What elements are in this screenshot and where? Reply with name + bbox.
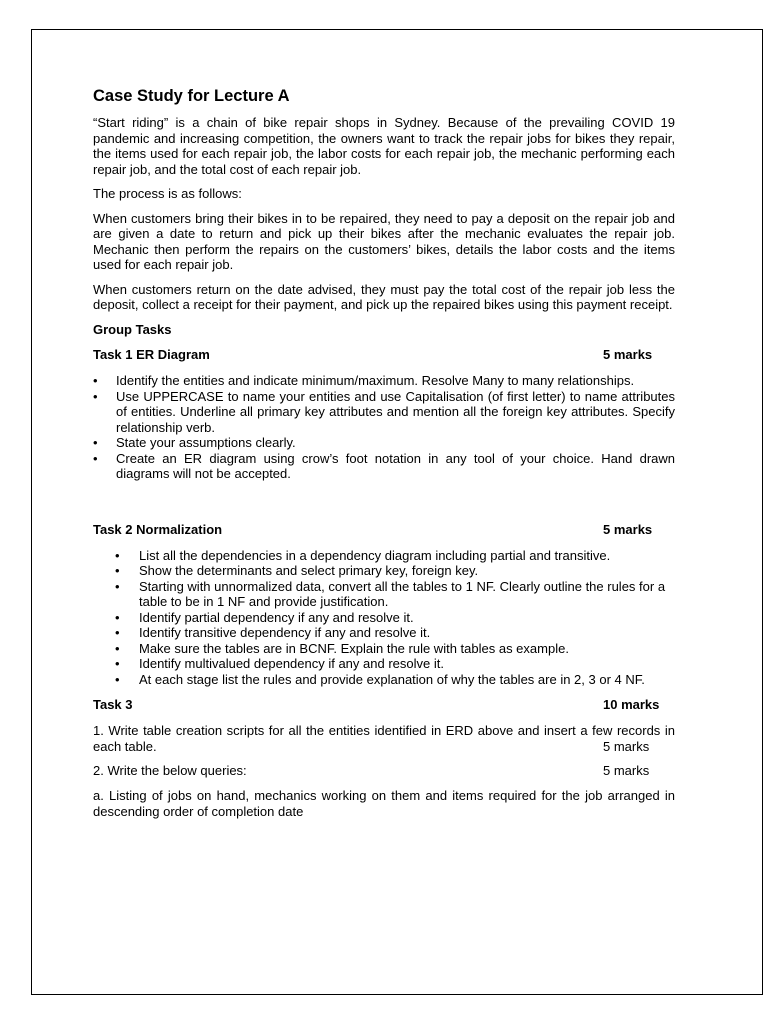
task2-item-text: List all the dependencies in a dependency diagram including partial and transitive. — [139, 547, 611, 563]
bullet-icon: • — [115, 578, 120, 594]
group-tasks-heading: Group Tasks — [93, 321, 172, 337]
task2-item-text: Identify partial dependency if any and resolve it. — [139, 609, 414, 625]
task1-item — [93, 389, 675, 436]
process-paragraph-1: When customers bring their bikes in to be repaired, they need to pay a deposit on the repair job and are given a date to return and pick up their bikes after the mechanic evaluates the repair job. Mechanic then perform the repairs on the customers’ bikes, details the labor costs and the items used for each repair job. — [93, 210, 675, 272]
task1-title: Task 1 ER Diagram — [93, 347, 210, 362]
bullet-icon: • — [93, 450, 98, 466]
task3-header — [93, 697, 675, 713]
task1-item-text: State your assumptions clearly. — [116, 435, 296, 450]
task1-item — [93, 451, 675, 482]
task2-item — [93, 656, 675, 672]
task2-item — [93, 563, 675, 579]
task2-item — [93, 672, 675, 688]
bullet-icon: • — [115, 671, 120, 687]
bullet-icon: • — [93, 373, 98, 388]
task2-item — [93, 610, 675, 626]
task3-item-1-marks: 5 marks — [603, 738, 650, 754]
bullet-icon: • — [115, 609, 120, 625]
bullet-icon: • — [115, 640, 120, 656]
task3-item-2-text: 2. Write the below queries: — [93, 763, 247, 778]
task2-item-text: Identify transitive dependency if any and resolve it. — [139, 625, 431, 640]
intro-paragraph: “Start riding” is a chain of bike repair shops in Sydney. Because of the prevailing COVID 19 pandemic and increasing competition, the owners want to track the repair jobs for bikes they repair, the items used for each repair job, the labor costs for each repair job, the mechanic performing each repair job, and the total cost of each repair job. — [93, 115, 675, 177]
task2-item — [93, 579, 675, 610]
task2-header — [93, 522, 675, 538]
bullet-icon: • — [93, 388, 98, 404]
task2-item-text: Identify multivalued dependency if any and resolve it. — [139, 656, 444, 671]
process-heading: The process is as follows: — [93, 186, 242, 201]
document-title: Case Study for Lecture A — [93, 87, 290, 105]
task1-item-text: Create an ER diagram using crow’s foot notation in any tool of your choice. Hand drawn diagrams will not be accepted. — [116, 450, 675, 481]
bullet-icon: • — [115, 625, 120, 640]
task2-marks: 5 marks — [603, 521, 653, 537]
task1-header — [93, 347, 675, 363]
task2-item-text: Show the determinants and select primary key, foreign key. — [139, 563, 479, 578]
task2-item-text: Starting with unnormalized data, convert all the tables to 1 NF. Clearly outline the rules for a table to be in 1 NF and provide justification. — [139, 578, 666, 609]
bullet-icon: • — [115, 563, 120, 578]
task3-item-1-text: 1. Write table creation scripts for all the entities identified in ERD above and insert a few records in each table. — [93, 723, 675, 754]
bullet-icon: • — [93, 435, 98, 450]
task2-item-text: At each stage list the rules and provide explanation of why the tables are in 2, 3 or 4 NF. — [139, 671, 645, 687]
task3-marks: 10 marks — [603, 697, 660, 712]
task1-list — [93, 373, 675, 482]
task3-item-2-marks: 5 marks — [603, 763, 650, 778]
task1-marks: 5 marks — [603, 347, 653, 362]
task3-title: Task 3 — [93, 697, 133, 712]
bullet-icon: • — [115, 656, 120, 671]
task1-item — [93, 435, 675, 451]
task1-item-text: Use UPPERCASE to name your entities and use Capitalisation (of first letter) to name attributes of entities. Underline all primary key attributes and mention all the foreign key attributes. Specify relationship verb. — [116, 388, 675, 435]
bullet-icon: • — [115, 547, 120, 563]
task3-item-1 — [93, 723, 675, 754]
task2-title: Task 2 Normalization — [93, 521, 223, 537]
task2-item — [93, 625, 675, 641]
task2-list — [93, 548, 675, 688]
process-paragraph-2: When customers return on the date advised, they must pay the total cost of the repair job less the deposit, collect a receipt for their payment, and pick up the repaired bikes using this payment receipt. — [93, 281, 675, 312]
task1-item — [93, 373, 675, 389]
document-content — [93, 86, 675, 828]
task2-item-text: Make sure the tables are in BCNF. Explain the rule with tables as example. — [139, 640, 569, 656]
task2-item — [93, 548, 675, 564]
task3-query-a: a. Listing of jobs on hand, mechanics working on them and items required for the job arranged in descending order of completion date — [93, 788, 675, 819]
task3-item-2 — [93, 763, 675, 779]
task2-item — [93, 641, 675, 657]
task1-item-text: Identify the entities and indicate minimum/maximum. Resolve Many to many relationships. — [116, 373, 635, 388]
